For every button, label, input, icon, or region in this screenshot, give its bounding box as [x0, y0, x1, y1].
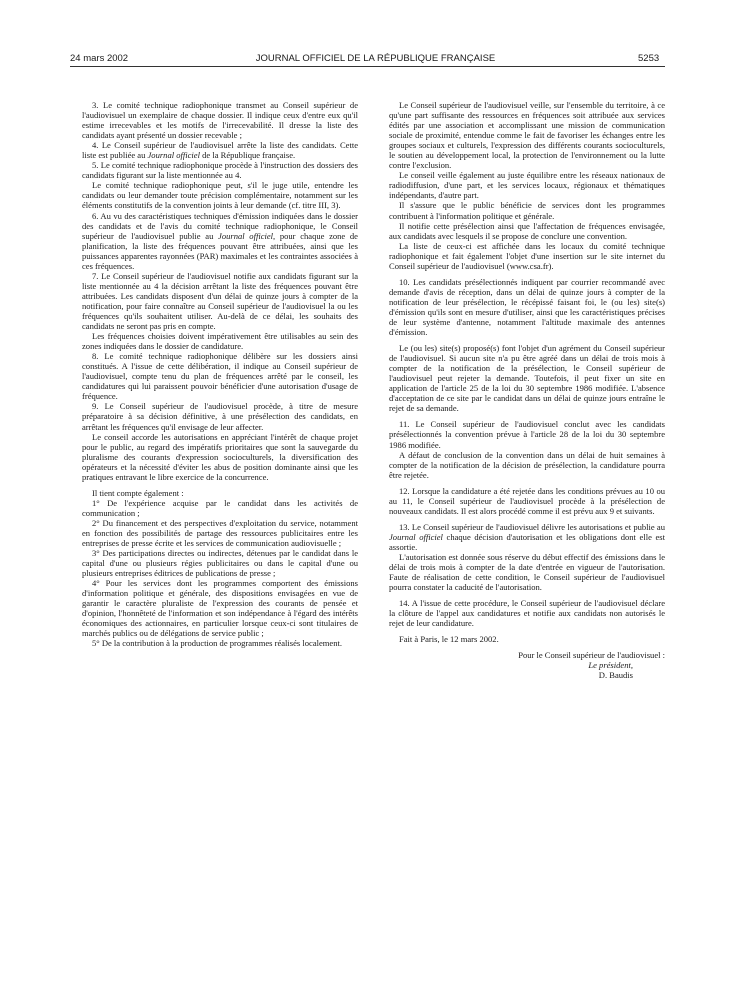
paragraph: Il tient compte également : — [92, 487, 184, 498]
paragraph: Le Conseil supérieur de l'audiovisuel veille, sur l'ensemble du territoire, à ce qu'une part suffisante des ressources en fréquences soit attribuée aux services édités par une association et accomplissant une mission de communication sociale de proximité, entendue comme le fait de favoriser les échanges entre les groupes sociaux et culturels, l'expression des différents courants socioculturels, le soutien au développement local, la protection de l'environnement ou la lutte contre l'exclusion. — [389, 100, 665, 171]
paragraph: Le conseil veille également au juste équilibre entre les réseaux nationaux de radiodiffusion, d'une part, et les services locaux, régionaux et thématiques indépendants, d'autre part. — [389, 170, 665, 201]
paragraph: L'autorisation est donnée sous réserve du début effectif des émissions dans le délai de trois mois à compter de la date d'entrée en vigueur de l'autorisation. Faute de réalisation de cette condition, le Conseil supérieur de l'audiovisuel pourra constater la caducité de l'autorisation. — [389, 551, 665, 593]
paragraph: Le conseil accorde les autorisations en appréciant l'intérêt de chaque projet pour le public, au regard des impératifs prioritaires que sont la sauvegarde du pluralisme des courants d'expression socioculturels, la diversification des opérateurs et la nécessité d'éviter les abus de position dominante ainsi que les pratiques entravant le libre exercice de la concurrence. — [82, 431, 358, 482]
paragraph: Il notifie cette présélection ainsi que l'affectation de fréquences envisagée, aux candidats avec lesquels il se propose de conclure une convention. — [389, 220, 665, 241]
paragraph: A défaut de conclusion de la convention dans un délai de huit semaines à compter de la notification de la décision de présélection, la candidature pourra être rejetée. — [389, 449, 665, 480]
paragraph: 1° De l'expérience acquise par le candidat dans les activités de communication ; — [82, 497, 358, 518]
header-rule — [70, 66, 665, 67]
paragraph: 5° De la contribution à la production de programmes réalisés localement. — [92, 638, 343, 649]
paragraph: 5. Le comité technique radiophonique procède à l'instruction des dossiers des candidats figurant sur la liste mentionnée au 4. — [82, 160, 358, 181]
paragraph: La liste de ceux-ci est affichée dans les locaux du comité technique radiophonique et fait également l'objet d'une insertion sur le site internet du Conseil supérieur de l'audiovisuel (www.csa.fr). — [389, 240, 665, 271]
paragraph: 7. Le Conseil supérieur de l'audiovisuel notifie aux candidats figurant sur la liste mentionnée au 4 la décision arrêtant la liste des fréquences pouvant être attribuées. Les candidats disposent d'un délai de quinze jours à compter de la notification, pour faire connaître au Conseil supérieur de l'audiovisuel la ou les fréquences qu'ils souhaitent utiliser. Au-delà de ce délai, les souhaits des candidats ne seront pas pris en compte. — [82, 270, 358, 332]
header-page-number: 5253 — [638, 53, 660, 64]
paragraph: 11. Le Conseil supérieur de l'audiovisuel conclut avec les candidats présélectionnés la convention prévue à l'article 28 de la loi du 30 septembre 1986 modifiée. — [389, 419, 665, 450]
paragraph: 12. Lorsque la candidature a été rejetée dans les conditions prévues au 10 ou au 11, le Conseil supérieur de l'audiovisuel procède à la présélection de nouveaux candidats. Il est alors procédé comme il est prévu aux 9 et suivants. — [389, 485, 665, 516]
right-column — [389, 100, 665, 680]
paragraph: 9. Le Conseil supérieur de l'audiovisuel procède, à titre de mesure préparatoire à sa décision définitive, à une présélection des candidats, en arrêtant les fréquences qu'il envisage de leur affecter. — [82, 401, 358, 432]
paragraph: 4. Le Conseil supérieur de l'audiovisuel arrête la liste des candidats. Cette liste est publiée au Journal officiel de la République française. — [82, 140, 358, 161]
left-column — [82, 100, 358, 649]
paragraph: Le comité technique radiophonique peut, s'il le juge utile, entendre les candidats ou leur demander toute précision complémentaire, notamment sur les éléments constitutifs de la convention joints à leur demande (cf. titre III, 3). — [82, 180, 358, 211]
paragraph: 8. Le comité technique radiophonique délibère sur les dossiers ainsi constitués. A l'issue de cette délibération, il indique au Conseil supérieur de l'audiovisuel, compte tenu du plan de fréquences arrêté par le conseil, les candidatures qui lui paraissent pouvoir bénéficier d'une autorisation d'usage de fréquence. — [82, 351, 358, 402]
paragraph: 10. Les candidats présélectionnés indiquent par courrier recommandé avec demande d'avis de réception, dans un délai de quinze jours à compter de la notification de leur présélection, le récépissé faisant foi, le (ou les) site(s) d'émission qu'ils sont en mesure d'utiliser, ainsi que les caractéristiques précises de leur système d'antenne, notamment l'altitude maximale des antennes d'émission. — [389, 276, 665, 338]
paragraph: Le (ou les) site(s) proposé(s) font l'objet d'un agrément du Conseil supérieur de l'audiovisuel. Si aucun site n'a pu être agréé dans un délai de trois mois à compter de la notification de la présélection, le Conseil supérieur de l'audiovisuel peut rejeter la demande. Toutefois, il peut fixer un site en application de l'article 25 de la loi du 30 septembre 1986 modifiée. L'absence d'acceptation de ce site par le candidat dans un délai de quinze jours entraîne le rejet de sa demande. — [389, 343, 665, 414]
header-date: 24 mars 2002 — [70, 53, 129, 64]
paragraph: 2° Du financement et des perspectives d'exploitation du service, notamment en fonction des possibilités de partage des ressources publicitaires entre les entreprises de presse écrite et les services de communication audiovisuelle ; — [82, 517, 358, 549]
header-title: JOURNAL OFFICIEL DE LA RÉPUBLIQUE FRANÇAISE — [255, 53, 496, 64]
signature-name: D. Baudis — [598, 670, 633, 681]
signature-for: Pour le Conseil supérieur de l'audiovisuel : — [518, 650, 665, 661]
paragraph: Les fréquences choisies doivent impérativement être utilisables au sein des zones indiquées dans le dossier de candidature. — [82, 331, 358, 352]
paragraph: 3° Des participations directes ou indirectes, détenues par le candidat dans le capital d'une ou plusieurs régies publicitaires ou dans le capital d'une ou plusieurs entreprises éditrices de publications de presse ; — [82, 548, 358, 579]
paragraph: 14. A l'issue de cette procédure, le Conseil supérieur de l'audiovisuel déclare la clôture de l'appel aux candidatures et notifie aux candidats non autorisés le rejet de leur candidature. — [389, 598, 665, 629]
paragraph: 13. Le Conseil supérieur de l'audiovisuel délivre les autorisations et publie au Journal officiel chaque décision d'autorisation et les obligations dont elle est assortie. — [389, 521, 665, 552]
signature-role: Le président, — [588, 660, 633, 671]
paragraph: 4° Pour les services dont les programmes comportent des émissions d'information politique et générale, des dispositions envisagées en vue de garantir le caractère pluraliste de l'expression des courants de pensée et d'opinion, l'honnêteté de l'information et son indépendance à l'égard des intérêts économiques des actionnaires, en particulier lorsque ceux-ci sont titulaires de marchés publics ou de délégations de service public ; — [82, 578, 358, 639]
done-at-line: Fait à Paris, le 12 mars 2002. — [399, 634, 499, 645]
paragraph: 6. Au vu des caractéristiques techniques d'émission indiquées dans le dossier des candidats et de l'avis du comité technique radiophonique, le Conseil supérieur de l'audiovisuel publie au Journal officiel, pour chaque zone de planification, la liste des fréquences pouvant être attribuées, ainsi que les puissances apparentes rayonnées (PAR) maximales et les contraintes associées à ces fréquences. — [82, 210, 358, 271]
paragraph: Il s'assure que le public bénéficie de services dont les programmes contribuent à l'information politique et générale. — [389, 200, 665, 221]
paragraph: 3. Le comité technique radiophonique transmet au Conseil supérieur de l'audiovisuel un exemplaire de chaque dossier. Il indique ceux d'entre eux qu'il estime irrecevables et les motifs de l'irrecevabilité. Il dresse la liste des candidats ayant présenté un dossier recevable ; — [82, 100, 358, 141]
